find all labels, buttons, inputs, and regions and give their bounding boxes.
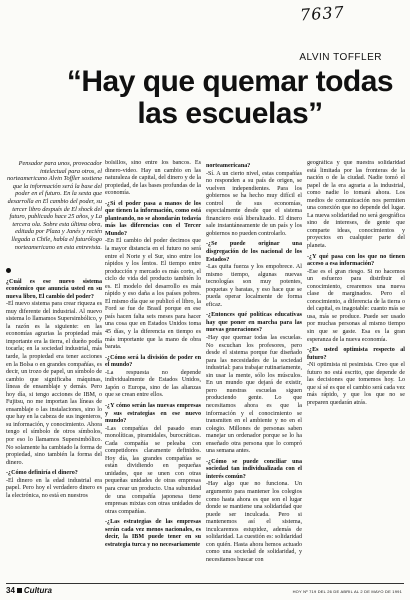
interview-question: ¿Cuál es ese nuevo sistema económico que anuncia usted en su nueva libro, El cambio del poder? — [6, 278, 102, 300]
interview-answer: -Las quita fuerza y los empobrece. Al mismo tiempo, algunas nuevas tecnologías son muy potentes, poquetas y baratas, y eso hace que se pueda operar localmente de forma eficaz. — [206, 264, 302, 308]
column-2 — [105, 160, 201, 580]
interview-answer: -Hay algo que no funciona. Un argumento para mantener los colegios como hasta ahora es que son el lugar donde se mantiene una solidaridad que puede ser inculcada. Pero si mantenemos así el sistema, inculcaremos estupidez, además de solidaridad. La cuestión es: solidaridad con quién. Hasta ahora hemos actuado como una sociedad de solidaridad, y necesitamos buscar con — [206, 481, 302, 563]
interview-answer: -El dinero en la edad industrial era papel. Pero hoy el verdadero dinero es la electrónica, no está en nuestros — [6, 477, 102, 499]
interview-question: -¿Entonces qué políticas educativas hay que poner en marcha para las nuevas generaciones? — [206, 312, 302, 334]
interview-question: -¿Si el poder pasa a manos de los que tienen la información, como está planteando, no se ahondarán todavía más las diferencias con el Tercer Mundo? — [105, 200, 201, 237]
bullet-dot-icon — [6, 268, 11, 273]
column-4 — [307, 160, 405, 580]
footer-folio — [6, 586, 52, 595]
footer-rule — [6, 583, 404, 584]
interview-question: -¿Y cómo serán las nuevas empresas y sus estrategias en ese nuevo mundo? — [105, 402, 201, 425]
interview-question: -¿Se puede originar una disgregación de los nacional de los Estados? — [206, 241, 302, 263]
interview-answer: -Las compañías del pasado eran monolíticas, piramidales, burocráticas. Cada compañía se peleaba con competidores claramente definidos. Hoy día, las grandes compañías se están dividiendo en pequeñas unidades, que se unen con otras pequeñas unidades de otras empresas para crear un producto. Una subunidad de una compañía japonesa tiene empresas mixtas con otras unidades de otras compañías. — [105, 425, 201, 515]
section-name: Cultura — [23, 586, 52, 595]
column-3 — [206, 160, 302, 580]
handwritten-archive-number: 7637 — [299, 2, 346, 25]
interview-answer: -Ese es el gran riesgo. Si no hacemos un esfuerzo para distribuir el conocimiento, crearemos una nueva clase de marginados. Pero el conocimiento, a diferencia de la tierra o del capital, es inagotable: cuanto más se usa, más se produce. Puede ser usado por muchas personas al mismo tiempo sin que se gaste. Esa es la gran esperanza de la nueva economía. — [307, 268, 405, 343]
author-name: ALVIN TOFFLER — [299, 52, 382, 63]
interview-question: norteamericana? — [206, 163, 251, 169]
page-number: 34 — [6, 586, 15, 595]
interview-question: -¿Las estrategias de las empresas serán cada vez menos nacionales, es decir, la IBM puede tener en su estrategia turca y no necesariamente — [105, 519, 201, 548]
column-1 — [6, 268, 102, 580]
issue-info: HOY Nº 719 DEL 26 DE ABRIL AL 2 DE MAYO DE 1991 — [292, 589, 402, 594]
interview-answer: bolsillos, sino entre los bancos. Es dinero-video. Hay un cambio en las naturaleza de capital, del dinero y de la propiedad, de las bases profundas de la economía. — [105, 160, 201, 197]
interview-answer: -Sí. A un cierto nivel, estas compañías no responden a su país de origen, se vuelven independientes. Para los gobiernos se ha hecho muy difícil el control de sus economías, especialmente desde que el sistema financiero está liberalizado. El dinero sale instantáneamente de un país y los gobiernos no pueden controlarlo. — [206, 170, 302, 237]
interview-question: -¿Cómo se puede conciliar una sociedad tan individualizada con el interés común? — [206, 458, 302, 480]
intro-paragraph: Pensador para unos, provocador intelectual para otros, el norteamericano Alvin Toffler sostiene que la información será la base del poder en el futuro. En la sexta que desarrolla en El cambio del poder, su tercer libro después de El shock del futuro, publicado hace 25 años, y La tercera ola. Sobre esta última obra, editada por Plaza y Janés y recién llegada a Chile, habla el futurólogo norteamericano en esta entrevista. — [7, 160, 102, 251]
interview-question: -¿Y qué pasa con los que no tienen acceso a esa información? — [307, 253, 405, 268]
interview-answer: -El nuevo sistema para crear riqueza es muy diferente del industrial. Al nuevo sistema lo llamamos Supersimbólico, y la razón es la siguiente: en las economías agrarias la propiedad más importante era la tierra, el dueño podía tocarla; en la sociedad industrial, más tarde, la propiedad era tener acciones en la Bolsa o en grandes compañías, es decir, un trozo de papel, un símbolo de cambio que significaba máquinas, líneas de ensamblaje y demás. Pero hoy día, si tengo acciones de IBM, o Fujitsu, no me importan las líneas de ensamblaje o las instalaciones, sino lo que hay en la cabeza de sus ingenieros, su información, y conocimiento. Ahora tengo el símbolo de otros símbolos, por eso lo llamamos Supersimbólico. No solamente ha cambiado la forma de propiedad, sino también la forma del dinero. — [6, 301, 102, 466]
interview-question: -¿Cómo será la división de poder en el mundo? — [105, 354, 201, 369]
interview-question: -¿Es usted optimista respecto al futuro? — [307, 347, 405, 361]
interview-answer: geográfica y que nuestra solidaridad está limitada por las fronteras de la nación o de la ciudad. Nadie tomó el papel de la era agraria a la industrial, como nadie lo tomará ahora. Los medios de comunicación nos permiten una conexión que no depende del lugar. La nueva solidaridad no será geográfica sino de intereses, de gente que comparte ideas, conocimientos y proyectos en cualquier parte del planeta. — [307, 160, 405, 250]
square-bullet-icon — [17, 588, 22, 593]
interview-answer: -La respuesta no depende individualmente de Estados Unidos, Japón o Europa, sino de las alianzas que se crean entre ellos. — [105, 369, 201, 399]
interview-answer: -En El cambio del poder decimos que la mayor distancia en el futuro no será entre el Norte y el Sur, sino entre los rápidos y los lentos. El tiempo entre producción y mercado es más corto, el ciclo de vida del producto también lo es. El modelo del desarrollo es más rápido y eso daña a los países pobres. El mismo día que se publicó el libro, la Ford se fue de Brasil porque en ese país hacen falta seis meses para hacer una cosa que en Estados Unidos toma 45 días, y la diferencia en tiempo es más importante que la mano de obra barata. — [105, 238, 201, 351]
interview-answer: -Hay que quemar todas las escuelas. No escuchan los profesores, pero desde el sistema porque fue diseñado para las necesidades de la sociedad industrial: para trabajar rutinariamente, sin usar la mente, sólo los músculos. En un mundo que dejará de existir, pero nuestras escuelas siguen produciendo gente. Lo que necesitamos ahora es que la información y el conocimiento se transmiten en el ambiente y no en el colegio. Millones de personas saben manejar un ordenador porque se lo ha enseñado otra persona que lo compró una semana antes. — [206, 335, 302, 455]
interview-question: -¿Cómo definiría el dinero? — [6, 470, 78, 477]
headline: “Hay que quemar todas las escuelas” — [66, 65, 394, 130]
interview-answer: -Ni optimista ni pesimista. Creo que el futuro no está escrito, que depende de las decisiones que tomemos hoy. Lo que sí sé es que el cambio será cada vez más rápido, y que los que no se preparen quedarán atrás. — [307, 362, 405, 406]
